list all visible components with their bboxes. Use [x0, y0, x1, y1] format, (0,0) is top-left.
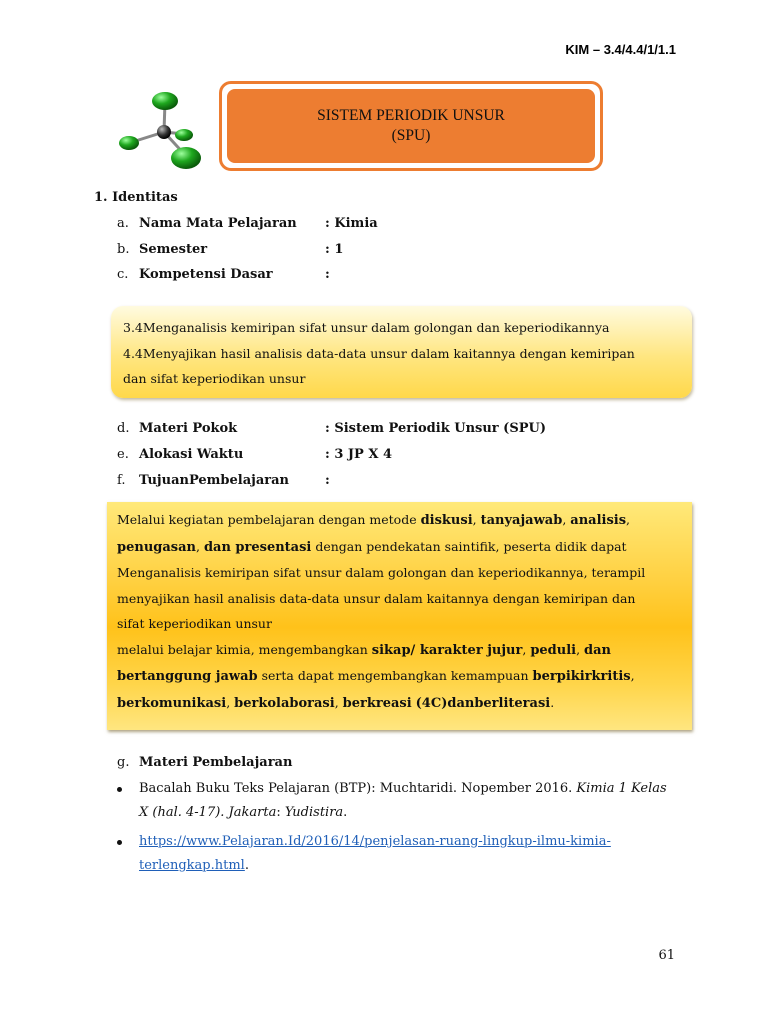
row-letter: b. — [117, 242, 130, 257]
row-kompetensi-dasar — [117, 265, 330, 285]
reference-link[interactable]: https://www.Pelajaran.Id/2016/14/penjelasan-ruang-lingkup-ilmu-kimia- — [139, 834, 611, 849]
molecule-icon — [110, 86, 210, 181]
bullet-icon — [117, 787, 122, 792]
row-materi-pembelajaran — [117, 753, 292, 773]
tujuan-pembelajaran-box — [107, 502, 692, 730]
tp-line-7: bertanggung jawab serta dapat mengembangkan kemampuan berpikirkritis, — [117, 668, 635, 684]
row-value: : — [325, 267, 330, 282]
tp-line-4: menyajikan hasil analisis data-data unsur dalam kaitannya dengan kemiripan dan — [117, 590, 636, 606]
title-banner — [219, 81, 603, 171]
row-label: Semester — [139, 242, 208, 257]
tp-line-5: sifat keperiodikan unsur — [117, 616, 272, 631]
row-tujuan-pembelajaran — [117, 471, 330, 491]
row-value: : 1 — [325, 242, 344, 257]
list-item-buku-teks — [117, 777, 677, 827]
document-code: KIM – 3.4/4.4/1/1.1 — [565, 42, 676, 57]
row-label: Nama Mata Pelajaran — [139, 216, 297, 231]
row-letter: g. — [117, 755, 130, 770]
kd-line-3: dan sifat keperiodikan unsur — [123, 371, 306, 386]
tp-line-1: Melalui kegiatan pembelajaran dengan metode diskusi, tanyajawab, analisis, — [117, 512, 631, 528]
kd-line-1: 3.4Menganalisis kemiripan sifat unsur dalam golongan dan keperiodikannya — [123, 320, 610, 335]
buku-line-2: X (hal. 4-17). Jakarta: Yudistira. — [139, 805, 348, 820]
row-label: Materi Pembelajaran — [139, 755, 293, 770]
title-line1: SISTEM PERIODIK UNSUR — [317, 107, 505, 124]
row-letter: f. — [117, 473, 126, 488]
row-letter: d. — [117, 421, 130, 436]
row-alokasi-waktu — [117, 445, 392, 465]
kd-line-2: 4.4Menyajikan hasil analisis data-data unsur dalam kaitannya dengan kemiripan — [123, 345, 635, 361]
kompetensi-dasar-box — [111, 306, 692, 398]
tp-line-8: berkomunikasi, berkolaborasi, berkreasi (4C)danberliterasi. — [117, 694, 555, 711]
bullet-icon — [117, 840, 122, 845]
row-value: : Sistem Periodik Unsur (SPU) — [325, 421, 546, 436]
row-semester — [117, 240, 343, 260]
list-item-web-link — [117, 830, 677, 880]
tp-line-3: Menganalisis kemiripan sifat unsur dalam golongan dan keperiodikannya, terampil — [117, 565, 646, 580]
link-period: . — [244, 858, 249, 873]
row-mata-pelajaran — [117, 214, 378, 234]
row-label: Kompetensi Dasar — [139, 267, 273, 282]
title-line2: (SPU) — [391, 127, 431, 144]
tp-line-2: penugasan, dan presentasi dengan pendekatan saintifik, peserta didik dapat — [117, 538, 627, 555]
row-letter: c. — [117, 267, 129, 282]
row-label: Materi Pokok — [139, 421, 238, 436]
row-letter: e. — [117, 447, 129, 462]
section-heading-identitas: 1. Identitas — [94, 190, 178, 205]
reference-link-continued[interactable]: terlengkap.html — [139, 858, 245, 873]
tp-line-6: melalui belajar kimia, mengembangkan sikap/ karakter jujur, peduli, dan — [117, 641, 612, 658]
row-materi-pokok — [117, 419, 546, 439]
row-label: Alokasi Waktu — [139, 447, 244, 462]
buku-line-1: Bacalah Buku Teks Pelajaran (BTP): Muchtaridi. Nopember 2016. Kimia 1 Kelas — [139, 781, 667, 796]
row-value: : Kimia — [325, 216, 378, 231]
row-value: : 3 JP X 4 — [325, 447, 393, 462]
page-number: 61 — [658, 948, 675, 963]
row-value: : — [325, 473, 330, 488]
row-label: TujuanPembelajaran — [139, 473, 289, 488]
row-letter: a. — [117, 216, 129, 231]
